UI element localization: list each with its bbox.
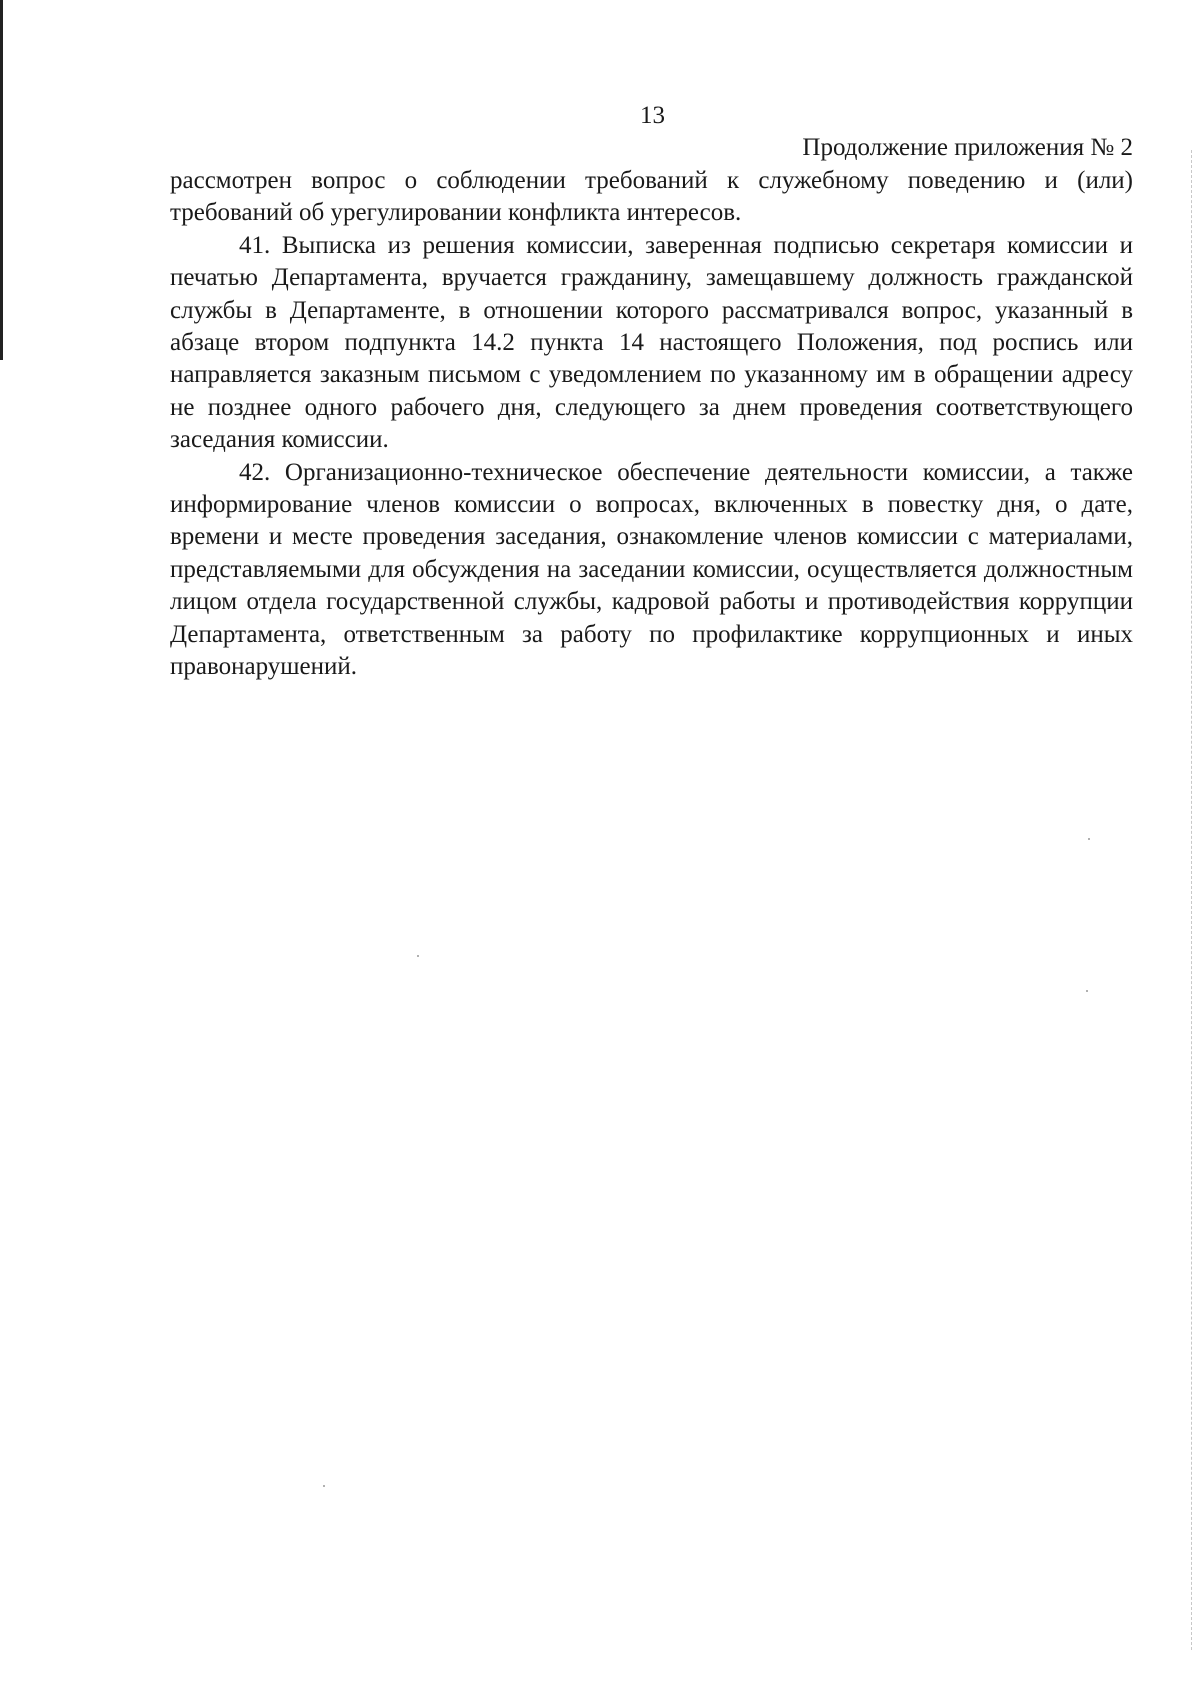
scan-speck <box>1086 990 1088 992</box>
page-number: 13 <box>640 102 665 129</box>
scan-edge-left <box>0 0 3 360</box>
document-body <box>170 165 1133 684</box>
paragraph-42: 42. Организационно-техническое обеспечение деятельности комиссии, а также информирование членов комиссии о вопросах, включенных в повестку дня, о дате, времени и месте проведения заседания, ознакомление членов комиссии с материалами, представляемыми для обсуждения на заседании комиссии, осуществляется должностным лицом отдела государственной службы, кадровой работы и противодействия коррупции Департамента, ответственным за работу по профилактике коррупционных и иных правонарушений. <box>170 458 1133 681</box>
scan-edge-right <box>1190 150 1192 1650</box>
appendix-continuation-note: Продолжение приложения № 2 <box>802 134 1133 161</box>
paragraph-continuation: рассмотрен вопрос о соблюдении требований к служебному поведению и (или) требований об урегулировании конфликта интересов. <box>170 167 1133 227</box>
scan-speck <box>323 1485 325 1487</box>
paragraph-41: 41. Выписка из решения комиссии, заверенная подписью секретаря комиссии и печатью Департамента, вручается гражданину, замещавшему должность гражданской службы в Департаменте, в отношении которого рассматривался вопрос, указанный в абзаце втором подпункта 14.2 пункта 14 настоящего Положения, под роспись или направляется заказным письмом с уведомлением по указанному им в обращении адресу не позднее одного рабочего дня, следующего за днем проведения соответствующего заседания комиссии. <box>170 231 1133 454</box>
scan-speck <box>417 955 419 957</box>
scan-speck <box>1088 838 1090 840</box>
